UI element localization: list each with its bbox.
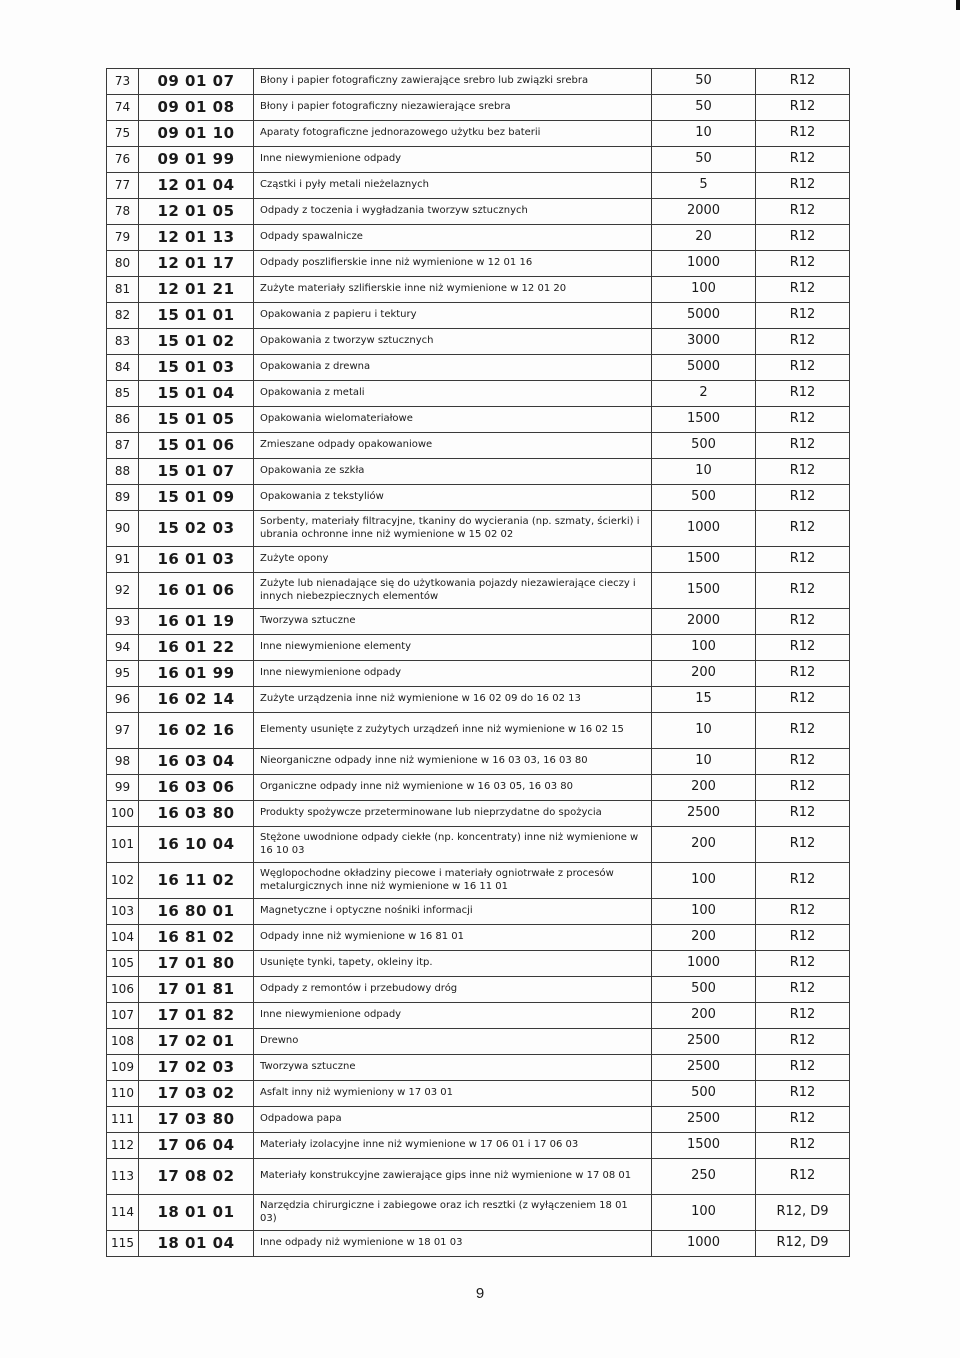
table-row [107,69,850,95]
recovery-process: R12 [756,173,850,199]
row-number: 73 [107,69,139,95]
waste-quantity: 2 [652,381,756,407]
waste-code: 12 01 05 [139,199,254,225]
waste-description: Zmieszane odpady opakowaniowe [254,433,652,459]
row-number: 96 [107,687,139,713]
waste-quantity: 200 [652,661,756,687]
table-row [107,1003,850,1029]
row-number: 82 [107,303,139,329]
row-number: 75 [107,121,139,147]
waste-code: 16 01 19 [139,609,254,635]
waste-quantity: 2500 [652,1029,756,1055]
waste-code: 17 03 02 [139,1081,254,1107]
waste-description: Zużyte opony [254,547,652,573]
table-row [107,749,850,775]
waste-code: 15 01 01 [139,303,254,329]
row-number: 98 [107,749,139,775]
waste-quantity: 500 [652,433,756,459]
row-number: 100 [107,801,139,827]
waste-quantity: 500 [652,485,756,511]
table-row [107,277,850,303]
row-number: 87 [107,433,139,459]
recovery-process: R12 [756,199,850,225]
recovery-process: R12, D9 [756,1231,850,1257]
recovery-process: R12 [756,433,850,459]
recovery-process: R12 [756,147,850,173]
recovery-process: R12 [756,277,850,303]
recovery-process: R12 [756,899,850,925]
table-row [107,199,850,225]
waste-description: Narzędzia chirurgiczne i zabiegowe oraz ich resztki (z wyłączeniem 18 01 03) [254,1195,652,1231]
waste-description: Opakowania ze szkła [254,459,652,485]
waste-description: Inne niewymienione odpady [254,661,652,687]
waste-code: 16 03 80 [139,801,254,827]
waste-quantity: 3000 [652,329,756,355]
recovery-process: R12 [756,1159,850,1195]
waste-quantity: 50 [652,69,756,95]
row-number: 97 [107,713,139,749]
row-number: 81 [107,277,139,303]
waste-quantity: 200 [652,1003,756,1029]
waste-description: Odpady poszlifierskie inne niż wymienione w 12 01 16 [254,251,652,277]
waste-description: Błony i papier fotograficzny niezawierające srebra [254,95,652,121]
waste-quantity: 500 [652,977,756,1003]
waste-description: Sorbenty, materiały filtracyjne, tkaniny do wycierania (np. szmaty, ścierki) i ubrania ochronne inne niż wymienione w 15 02 02 [254,511,652,547]
table-row [107,173,850,199]
waste-description: Zużyte lub nienadające się do użytkowania pojazdy niezawierające cieczy i innych niebezpiecznych elementów [254,573,652,609]
waste-code: 16 01 06 [139,573,254,609]
waste-code: 16 81 02 [139,925,254,951]
row-number: 107 [107,1003,139,1029]
waste-description: Opakowania z drewna [254,355,652,381]
waste-description: Opakowania z tworzyw sztucznych [254,329,652,355]
waste-code: 16 11 02 [139,863,254,899]
waste-description: Inne niewymienione elementy [254,635,652,661]
page-number: 9 [475,1285,485,1302]
recovery-process: R12 [756,925,850,951]
row-number: 102 [107,863,139,899]
table-row [107,251,850,277]
waste-quantity: 1000 [652,951,756,977]
recovery-process: R12 [756,1081,850,1107]
recovery-process: R12 [756,863,850,899]
waste-description: Węglopochodne okładziny piecowe i materiały ogniotrwałe z procesów metalurgicznych inne niż wymienione w 16 11 01 [254,863,652,899]
row-number: 86 [107,407,139,433]
waste-quantity: 10 [652,459,756,485]
waste-code: 17 01 82 [139,1003,254,1029]
waste-code: 17 01 80 [139,951,254,977]
waste-description: Odpady z remontów i przebudowy dróg [254,977,652,1003]
waste-code: 12 01 21 [139,277,254,303]
row-number: 85 [107,381,139,407]
waste-quantity: 2000 [652,199,756,225]
waste-code: 16 03 06 [139,775,254,801]
table-row [107,1107,850,1133]
recovery-process: R12 [756,713,850,749]
waste-quantity: 100 [652,277,756,303]
row-number: 80 [107,251,139,277]
waste-quantity: 1500 [652,407,756,433]
waste-code: 09 01 07 [139,69,254,95]
waste-description: Nieorganiczne odpady inne niż wymienione w 16 03 03, 16 03 80 [254,749,652,775]
row-number: 93 [107,609,139,635]
waste-description: Tworzywa sztuczne [254,609,652,635]
waste-code: 15 01 07 [139,459,254,485]
waste-quantity: 1500 [652,547,756,573]
waste-description: Magnetyczne i optyczne nośniki informacji [254,899,652,925]
waste-description: Organiczne odpady inne niż wymienione w 16 03 05, 16 03 80 [254,775,652,801]
table-row [107,687,850,713]
table-row [107,511,850,547]
waste-code: 12 01 13 [139,225,254,251]
recovery-process: R12 [756,459,850,485]
waste-code: 16 10 04 [139,827,254,863]
recovery-process: R12 [756,827,850,863]
waste-code: 17 02 03 [139,1055,254,1081]
row-number: 108 [107,1029,139,1055]
waste-quantity: 10 [652,121,756,147]
waste-description: Cząstki i pyły metali nieżelaznych [254,173,652,199]
waste-code: 16 01 99 [139,661,254,687]
waste-description: Inne niewymienione odpady [254,1003,652,1029]
table-row [107,775,850,801]
table-row [107,303,850,329]
recovery-process: R12 [756,1107,850,1133]
waste-code: 16 01 03 [139,547,254,573]
waste-quantity: 1500 [652,573,756,609]
waste-description: Inne niewymienione odpady [254,147,652,173]
table-row [107,1081,850,1107]
row-number: 79 [107,225,139,251]
waste-quantity: 15 [652,687,756,713]
waste-description: Opakowania wielomateriałowe [254,407,652,433]
row-number: 88 [107,459,139,485]
table-row [107,661,850,687]
table-row [107,977,850,1003]
row-number: 90 [107,511,139,547]
waste-code: 12 01 17 [139,251,254,277]
row-number: 104 [107,925,139,951]
recovery-process: R12 [756,355,850,381]
recovery-process: R12 [756,329,850,355]
table-row [107,635,850,661]
waste-quantity: 100 [652,899,756,925]
waste-description: Tworzywa sztuczne [254,1055,652,1081]
recovery-process: R12 [756,547,850,573]
waste-description: Odpadowa papa [254,1107,652,1133]
waste-code: 17 08 02 [139,1159,254,1195]
row-number: 105 [107,951,139,977]
waste-code: 15 01 05 [139,407,254,433]
waste-code: 18 01 04 [139,1231,254,1257]
table-row [107,407,850,433]
waste-description: Drewno [254,1029,652,1055]
waste-code: 15 01 02 [139,329,254,355]
recovery-process: R12, D9 [756,1195,850,1231]
waste-quantity: 5 [652,173,756,199]
row-number: 94 [107,635,139,661]
recovery-process: R12 [756,749,850,775]
table-row [107,225,850,251]
table-row [107,827,850,863]
row-number: 76 [107,147,139,173]
row-number: 95 [107,661,139,687]
waste-description: Opakowania z metali [254,381,652,407]
recovery-process: R12 [756,635,850,661]
waste-quantity: 200 [652,775,756,801]
recovery-process: R12 [756,775,850,801]
waste-description: Elementy usunięte z zużytych urządzeń inne niż wymienione w 16 02 15 [254,713,652,749]
recovery-process: R12 [756,95,850,121]
table-row [107,459,850,485]
waste-description: Asfalt inny niż wymieniony w 17 03 01 [254,1081,652,1107]
table-row [107,801,850,827]
row-number: 109 [107,1055,139,1081]
recovery-process: R12 [756,951,850,977]
table-row [107,433,850,459]
table-row [107,899,850,925]
recovery-process: R12 [756,69,850,95]
waste-quantity: 10 [652,713,756,749]
row-number: 111 [107,1107,139,1133]
waste-code: 17 02 01 [139,1029,254,1055]
waste-quantity: 50 [652,95,756,121]
waste-description: Materiały konstrukcyjne zawierające gips inne niż wymienione w 17 08 01 [254,1159,652,1195]
row-number: 83 [107,329,139,355]
row-number: 74 [107,95,139,121]
waste-code: 15 01 04 [139,381,254,407]
recovery-process: R12 [756,1055,850,1081]
row-number: 89 [107,485,139,511]
row-number: 99 [107,775,139,801]
table-row [107,1029,850,1055]
waste-code: 09 01 99 [139,147,254,173]
waste-quantity: 2500 [652,1107,756,1133]
table-row [107,147,850,173]
waste-quantity: 2500 [652,1055,756,1081]
waste-quantity: 5000 [652,355,756,381]
waste-quantity: 100 [652,635,756,661]
waste-quantity: 2500 [652,801,756,827]
row-number: 92 [107,573,139,609]
recovery-process: R12 [756,1133,850,1159]
waste-description: Opakowania z tekstyliów [254,485,652,511]
waste-code: 16 01 22 [139,635,254,661]
table-row [107,121,850,147]
table-row [107,1159,850,1195]
row-number: 77 [107,173,139,199]
waste-description: Stężone uwodnione odpady ciekłe (np. koncentraty) inne niż wymienione w 16 10 03 [254,827,652,863]
recovery-process: R12 [756,687,850,713]
waste-code: 12 01 04 [139,173,254,199]
table-row [107,609,850,635]
waste-quantity: 100 [652,1195,756,1231]
recovery-process: R12 [756,485,850,511]
recovery-process: R12 [756,1029,850,1055]
row-number: 114 [107,1195,139,1231]
waste-description: Zużyte materiały szlifierskie inne niż wymienione w 12 01 20 [254,277,652,303]
table-row [107,925,850,951]
table-row [107,329,850,355]
recovery-process: R12 [756,407,850,433]
waste-quantity: 20 [652,225,756,251]
waste-code: 16 03 04 [139,749,254,775]
row-number: 115 [107,1231,139,1257]
waste-code: 15 01 06 [139,433,254,459]
waste-code: 17 06 04 [139,1133,254,1159]
waste-description: Produkty spożywcze przeterminowane lub nieprzydatne do spożycia [254,801,652,827]
row-number: 113 [107,1159,139,1195]
recovery-process: R12 [756,511,850,547]
waste-quantity: 1000 [652,251,756,277]
table-row [107,1231,850,1257]
waste-code: 16 02 14 [139,687,254,713]
recovery-process: R12 [756,121,850,147]
recovery-process: R12 [756,1003,850,1029]
waste-quantity: 50 [652,147,756,173]
recovery-process: R12 [756,251,850,277]
waste-quantity: 250 [652,1159,756,1195]
waste-description: Zużyte urządzenia inne niż wymienione w 16 02 09 do 16 02 13 [254,687,652,713]
row-number: 101 [107,827,139,863]
recovery-process: R12 [756,977,850,1003]
waste-quantity: 2000 [652,609,756,635]
row-number: 91 [107,547,139,573]
table-row [107,713,850,749]
waste-quantity: 1000 [652,511,756,547]
waste-quantity: 10 [652,749,756,775]
waste-code: 09 01 10 [139,121,254,147]
waste-code: 15 01 09 [139,485,254,511]
waste-description: Odpady spawalnicze [254,225,652,251]
waste-description: Aparaty fotograficzne jednorazowego użytku bez baterii [254,121,652,147]
waste-code: 09 01 08 [139,95,254,121]
table-row [107,951,850,977]
row-number: 112 [107,1133,139,1159]
waste-quantity: 1500 [652,1133,756,1159]
scan-corner-mark [956,0,960,10]
waste-quantity: 5000 [652,303,756,329]
waste-code: 15 01 03 [139,355,254,381]
recovery-process: R12 [756,225,850,251]
waste-codes-table [106,68,850,1257]
table-row [107,485,850,511]
waste-code: 17 03 80 [139,1107,254,1133]
table-row [107,573,850,609]
waste-quantity: 500 [652,1081,756,1107]
table-row [107,95,850,121]
table-row [107,1195,850,1231]
row-number: 78 [107,199,139,225]
row-number: 84 [107,355,139,381]
waste-code: 16 80 01 [139,899,254,925]
recovery-process: R12 [756,303,850,329]
waste-description: Opakowania z papieru i tektury [254,303,652,329]
recovery-process: R12 [756,609,850,635]
waste-description: Odpady inne niż wymienione w 16 81 01 [254,925,652,951]
table-row [107,381,850,407]
recovery-process: R12 [756,381,850,407]
waste-code: 17 01 81 [139,977,254,1003]
table-row [107,547,850,573]
row-number: 106 [107,977,139,1003]
table-row [107,1055,850,1081]
table-row [107,863,850,899]
waste-code: 16 02 16 [139,713,254,749]
recovery-process: R12 [756,661,850,687]
recovery-process: R12 [756,573,850,609]
waste-description: Usunięte tynki, tapety, okleiny itp. [254,951,652,977]
waste-description: Inne odpady niż wymienione w 18 01 03 [254,1231,652,1257]
waste-description: Odpady z toczenia i wygładzania tworzyw sztucznych [254,199,652,225]
waste-quantity: 200 [652,827,756,863]
waste-code: 18 01 01 [139,1195,254,1231]
recovery-process: R12 [756,801,850,827]
waste-quantity: 100 [652,863,756,899]
waste-quantity: 200 [652,925,756,951]
waste-quantity: 1000 [652,1231,756,1257]
row-number: 110 [107,1081,139,1107]
row-number: 103 [107,899,139,925]
waste-code: 15 02 03 [139,511,254,547]
waste-description: Błony i papier fotograficzny zawierające srebro lub związki srebra [254,69,652,95]
table-row [107,355,850,381]
waste-description: Materiały izolacyjne inne niż wymienione w 17 06 01 i 17 06 03 [254,1133,652,1159]
table-row [107,1133,850,1159]
waste-table-body [107,69,850,1257]
